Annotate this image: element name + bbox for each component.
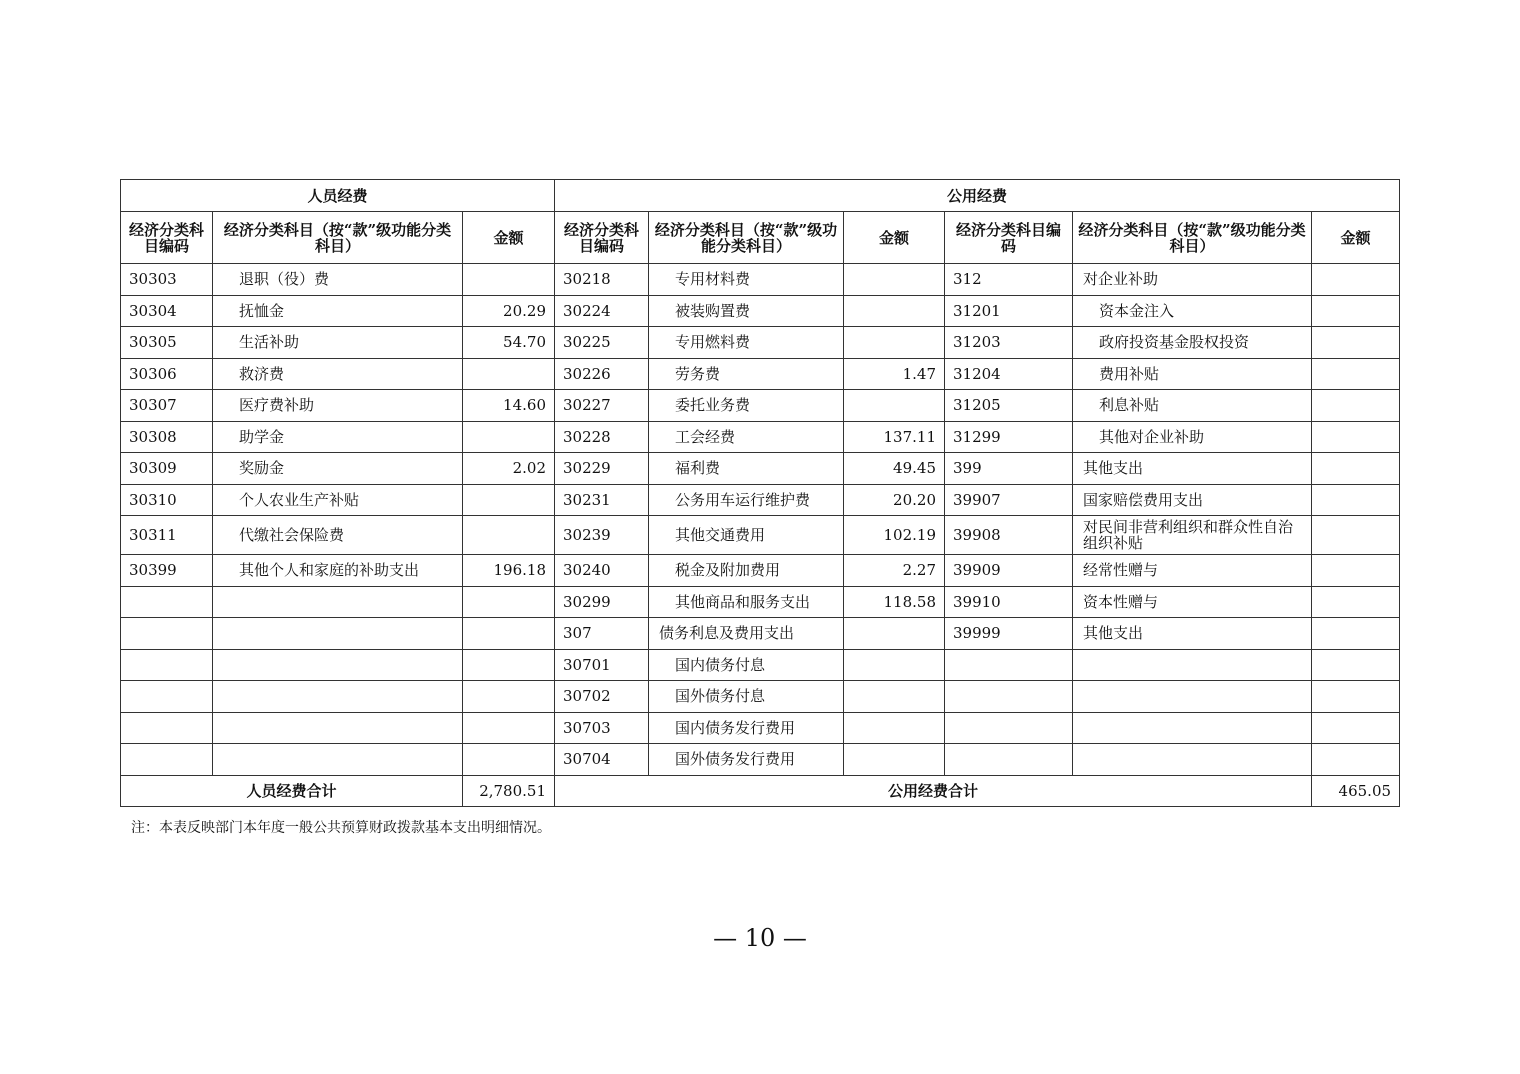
mid-code-cell: 30701 [555,649,649,681]
mid-amount-cell [844,327,945,359]
left-amount-cell: 54.70 [463,327,555,359]
mid-amount-cell [844,390,945,422]
left-code-cell: 30307 [121,390,213,422]
mid-name-cell: 专用燃料费 [649,327,844,359]
mid-amount-cell: 118.58 [844,586,945,618]
column-header-row [121,212,1400,264]
mid-name-cell: 国外债务发行费用 [649,744,844,776]
mid-code-cell: 30299 [555,586,649,618]
left-amount-cell [463,649,555,681]
right-amount-cell [1312,744,1400,776]
mid-amount-cell: 102.19 [844,516,945,555]
left-amount-cell [463,712,555,744]
mid-amount-cell: 2.27 [844,555,945,587]
left-name-cell: 医疗费补助 [213,390,463,422]
mid-amount-cell [844,649,945,681]
right-name-cell [1073,712,1312,744]
table-row [121,744,1400,776]
left-name-cell: 生活补助 [213,327,463,359]
left-amount-cell [463,421,555,453]
public-group-header: 公用经费 [555,180,1400,212]
left-code-cell [121,649,213,681]
left-name-cell: 其他个人和家庭的补助支出 [213,555,463,587]
right-name-cell: 国家赔偿费用支出 [1073,484,1312,516]
right-code-cell: 31205 [945,390,1073,422]
table-note: 注：本表反映部门本年度一般公共预算财政拨款基本支出明细情况。 [131,820,551,836]
mid-amount-cell [844,295,945,327]
table-row [121,295,1400,327]
left-name-cell: 抚恤金 [213,295,463,327]
mid-code-cell: 30703 [555,712,649,744]
left-code-cell: 30399 [121,555,213,587]
left-amount-cell [463,516,555,555]
left-code-cell: 30311 [121,516,213,555]
mid-code-cell: 30226 [555,358,649,390]
left-name-cell: 代缴社会保险费 [213,516,463,555]
mid-amount-cell [844,618,945,650]
right-code-cell: 312 [945,264,1073,296]
left-code-cell: 30309 [121,453,213,485]
left-code-cell: 30306 [121,358,213,390]
col-header-amount-left: 金额 [463,212,555,264]
right-code-cell: 39999 [945,618,1073,650]
left-name-cell [213,712,463,744]
group-header-row [121,180,1400,212]
left-name-cell [213,744,463,776]
mid-amount-cell [844,264,945,296]
page-number: — 10 — [713,924,807,952]
mid-code-cell: 30702 [555,681,649,713]
table-row [121,453,1400,485]
mid-code-cell: 30704 [555,744,649,776]
right-name-cell: 其他对企业补助 [1073,421,1312,453]
mid-amount-cell [844,744,945,776]
mid-amount-cell: 1.47 [844,358,945,390]
left-name-cell: 奖励金 [213,453,463,485]
right-amount-cell [1312,516,1400,555]
table-row [121,327,1400,359]
table-row [121,555,1400,587]
right-code-cell: 39909 [945,555,1073,587]
table-row [121,649,1400,681]
table-row [121,712,1400,744]
mid-name-cell: 国内债务发行费用 [649,712,844,744]
left-code-cell: 30305 [121,327,213,359]
left-name-cell: 救济费 [213,358,463,390]
right-amount-cell [1312,264,1400,296]
left-amount-cell [463,484,555,516]
right-code-cell [945,712,1073,744]
left-amount-cell [463,744,555,776]
mid-name-cell: 劳务费 [649,358,844,390]
right-amount-cell [1312,453,1400,485]
mid-amount-cell [844,712,945,744]
personnel-group-header: 人员经费 [121,180,555,212]
table-row [121,586,1400,618]
left-name-cell: 个人农业生产补贴 [213,484,463,516]
right-name-cell: 资本性赠与 [1073,586,1312,618]
col-header-code-left: 经济分类科目编码 [121,212,213,264]
mid-amount-cell [844,681,945,713]
right-amount-cell [1312,484,1400,516]
totals-row [121,775,1400,807]
left-name-cell: 退职（役）费 [213,264,463,296]
left-amount-cell: 2.02 [463,453,555,485]
right-amount-cell [1312,358,1400,390]
left-code-cell [121,712,213,744]
mid-amount-cell: 137.11 [844,421,945,453]
right-name-cell: 对企业补助 [1073,264,1312,296]
mid-name-cell: 债务利息及费用支出 [649,618,844,650]
mid-name-cell: 福利费 [649,453,844,485]
left-name-cell [213,618,463,650]
right-name-cell [1073,744,1312,776]
mid-code-cell: 30229 [555,453,649,485]
right-code-cell: 31204 [945,358,1073,390]
left-code-cell: 30308 [121,421,213,453]
right-name-cell [1073,681,1312,713]
col-header-amount-right: 金额 [1312,212,1400,264]
col-header-name-mid: 经济分类科目（按“款”级功能分类科目） [649,212,844,264]
right-name-cell [1073,649,1312,681]
right-code-cell: 31201 [945,295,1073,327]
right-amount-cell [1312,618,1400,650]
right-code-cell: 39907 [945,484,1073,516]
left-code-cell [121,681,213,713]
mid-code-cell: 30227 [555,390,649,422]
col-header-name-left: 经济分类科目（按“款”级功能分类科目） [213,212,463,264]
mid-name-cell: 工会经费 [649,421,844,453]
mid-amount-cell: 49.45 [844,453,945,485]
col-header-amount-mid: 金额 [844,212,945,264]
budget-expenditure-table [120,179,1400,807]
right-code-cell: 31299 [945,421,1073,453]
left-amount-cell: 14.60 [463,390,555,422]
table-row [121,421,1400,453]
left-name-cell [213,681,463,713]
left-amount-cell [463,618,555,650]
right-amount-cell [1312,295,1400,327]
right-amount-cell [1312,327,1400,359]
personnel-total-label: 人员经费合计 [121,775,463,807]
mid-name-cell: 税金及附加费用 [649,555,844,587]
right-code-cell: 31203 [945,327,1073,359]
mid-name-cell: 其他交通费用 [649,516,844,555]
mid-code-cell: 30224 [555,295,649,327]
right-amount-cell [1312,586,1400,618]
left-code-cell [121,618,213,650]
table-row [121,264,1400,296]
right-name-cell: 经常性赠与 [1073,555,1312,587]
right-name-cell: 资本金注入 [1073,295,1312,327]
table-row [121,618,1400,650]
left-name-cell [213,586,463,618]
mid-name-cell: 被装购置费 [649,295,844,327]
right-name-cell: 对民间非营利组织和群众性自治组织补贴 [1073,516,1312,555]
mid-code-cell: 30225 [555,327,649,359]
left-amount-cell [463,264,555,296]
left-code-cell [121,586,213,618]
col-header-name-right: 经济分类科目（按“款”级功能分类科目） [1073,212,1312,264]
right-code-cell: 39908 [945,516,1073,555]
left-amount-cell [463,358,555,390]
mid-code-cell: 30231 [555,484,649,516]
right-name-cell: 其他支出 [1073,453,1312,485]
table-row [121,516,1400,555]
right-amount-cell [1312,421,1400,453]
left-code-cell: 30303 [121,264,213,296]
mid-code-cell: 30228 [555,421,649,453]
right-name-cell: 政府投资基金股权投资 [1073,327,1312,359]
right-name-cell: 费用补贴 [1073,358,1312,390]
mid-name-cell: 专用材料费 [649,264,844,296]
table-row [121,390,1400,422]
mid-code-cell: 30240 [555,555,649,587]
right-name-cell: 其他支出 [1073,618,1312,650]
right-amount-cell [1312,390,1400,422]
right-code-cell [945,744,1073,776]
personnel-total-value: 2,780.51 [463,775,555,807]
mid-amount-cell: 20.20 [844,484,945,516]
table-row [121,681,1400,713]
left-amount-cell [463,586,555,618]
mid-name-cell: 国外债务付息 [649,681,844,713]
right-code-cell [945,681,1073,713]
left-name-cell [213,649,463,681]
right-amount-cell [1312,681,1400,713]
public-total-value: 465.05 [1312,775,1400,807]
left-code-cell [121,744,213,776]
right-amount-cell [1312,555,1400,587]
left-amount-cell [463,681,555,713]
right-code-cell [945,649,1073,681]
left-amount-cell: 196.18 [463,555,555,587]
left-code-cell: 30304 [121,295,213,327]
right-amount-cell [1312,649,1400,681]
mid-name-cell: 公务用车运行维护费 [649,484,844,516]
public-total-label: 公用经费合计 [555,775,1312,807]
right-name-cell: 利息补贴 [1073,390,1312,422]
mid-code-cell: 307 [555,618,649,650]
right-code-cell: 399 [945,453,1073,485]
right-amount-cell [1312,712,1400,744]
mid-name-cell: 其他商品和服务支出 [649,586,844,618]
table-row [121,484,1400,516]
mid-code-cell: 30218 [555,264,649,296]
left-amount-cell: 20.29 [463,295,555,327]
left-code-cell: 30310 [121,484,213,516]
left-name-cell: 助学金 [213,421,463,453]
right-code-cell: 39910 [945,586,1073,618]
mid-code-cell: 30239 [555,516,649,555]
table-row [121,358,1400,390]
col-header-code-right: 经济分类科目编码 [945,212,1073,264]
col-header-code-mid: 经济分类科目编码 [555,212,649,264]
mid-name-cell: 委托业务费 [649,390,844,422]
mid-name-cell: 国内债务付息 [649,649,844,681]
